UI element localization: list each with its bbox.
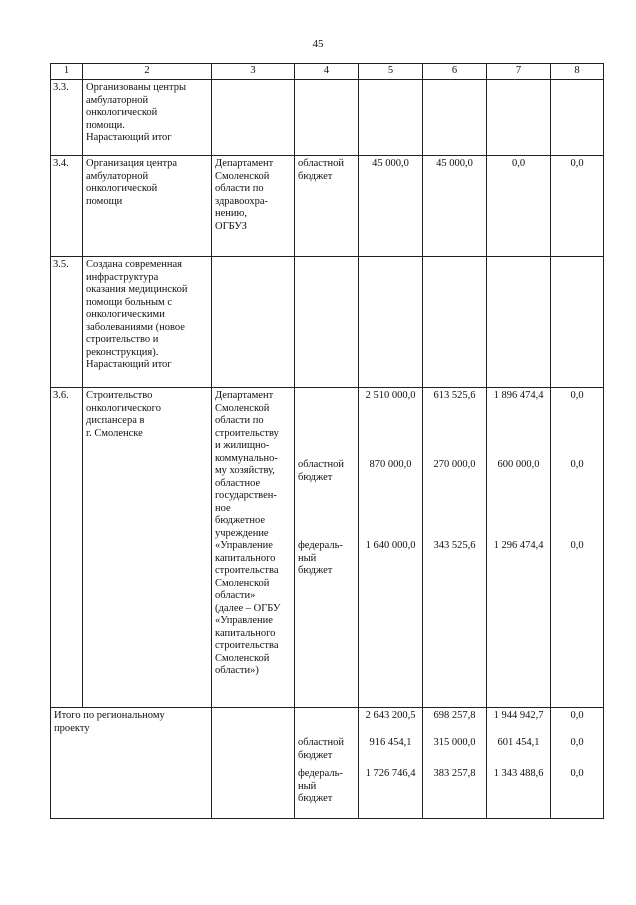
funding-source-line: областной bbox=[298, 459, 344, 470]
column-number-row bbox=[51, 64, 604, 80]
executor-line: Смоленской bbox=[215, 652, 270, 664]
row-name-line: Строительство bbox=[86, 390, 153, 401]
executor-line: области по bbox=[215, 183, 264, 194]
executor-line: Смоленской bbox=[215, 402, 270, 414]
executor-line: Смоленской bbox=[215, 577, 270, 589]
amount-year-1-regional: 315 000,0 bbox=[433, 737, 476, 748]
row-name-cell bbox=[83, 156, 212, 257]
funding-source-line: областной bbox=[298, 158, 344, 169]
empty-cell bbox=[212, 80, 295, 156]
executor-line: государствен- bbox=[215, 490, 277, 501]
row-name-line: помощи. bbox=[86, 119, 125, 131]
executor-line: нению, bbox=[215, 208, 247, 219]
budget-table bbox=[50, 63, 604, 819]
funding-source-cell bbox=[295, 388, 359, 708]
row-name-line: реконструкция). bbox=[86, 346, 159, 358]
empty-cell bbox=[359, 257, 423, 388]
amount-year-2: 0,0 bbox=[487, 156, 551, 257]
executor-line: области» bbox=[215, 590, 256, 601]
table-row-3-6 bbox=[51, 388, 604, 708]
amount-total: 2 510 000,0 bbox=[365, 390, 416, 401]
empty-cell bbox=[295, 257, 359, 388]
amount-year-2-cell bbox=[487, 388, 551, 708]
empty-cell bbox=[423, 257, 487, 388]
amount-year-2-regional: 601 454,1 bbox=[497, 737, 540, 748]
amount-year-2-federal: 1 296 474,4 bbox=[493, 540, 544, 551]
executor-line: и жилищно- bbox=[215, 440, 270, 451]
row-name-line: Организованы центры bbox=[86, 82, 187, 93]
column-number: 4 bbox=[295, 64, 359, 80]
amount-year-3-regional: 0,0 bbox=[570, 737, 584, 748]
row-name-cell bbox=[83, 388, 212, 708]
amount-year-1-cell bbox=[423, 708, 487, 819]
table-row-3-3 bbox=[51, 80, 604, 156]
funding-source-cell bbox=[295, 708, 359, 819]
table-row-3-5 bbox=[51, 257, 604, 388]
amount-year-3-federal: 0,0 bbox=[570, 540, 584, 551]
amount-year-3: 0,0 bbox=[570, 710, 584, 721]
empty-cell bbox=[487, 80, 551, 156]
column-number: 3 bbox=[212, 64, 295, 80]
amount-year-3: 0,0 bbox=[570, 390, 584, 401]
amount-year-2-cell bbox=[487, 708, 551, 819]
total-label-line: проекту bbox=[54, 722, 90, 734]
amount-year-3-cell bbox=[551, 708, 604, 819]
funding-source-line: бюджет bbox=[298, 565, 333, 576]
funding-source-regional bbox=[298, 459, 344, 484]
row-name-line: помощи bbox=[86, 195, 123, 207]
executor-line: му хозяйству, bbox=[215, 465, 275, 476]
row-number: 3.6. bbox=[51, 388, 83, 708]
amount-total-federal: 1 640 000,0 bbox=[365, 540, 416, 551]
executor-line: (далее – ОГБУ bbox=[215, 602, 281, 614]
executor-line: ОГБУЗ bbox=[215, 220, 247, 232]
executor-line: строительству bbox=[215, 427, 279, 439]
funding-source-line: областной bbox=[298, 737, 344, 748]
executor-line: ное bbox=[215, 502, 231, 514]
amount-year-2: 1 896 474,4 bbox=[493, 390, 544, 401]
funding-source-line: ный bbox=[298, 552, 317, 564]
funding-source-federal bbox=[298, 540, 343, 578]
amount-year-3-federal: 0,0 bbox=[570, 768, 584, 779]
amount-year-1-federal: 343 525,6 bbox=[433, 540, 476, 551]
empty-cell bbox=[212, 708, 295, 819]
amount-year-2-federal: 1 343 488,6 bbox=[493, 768, 544, 779]
row-name-line: амбулаторной bbox=[86, 170, 149, 182]
executor-line: коммунально- bbox=[215, 452, 278, 464]
column-number: 7 bbox=[487, 64, 551, 80]
row-name-line: строительство и bbox=[86, 334, 159, 345]
empty-cell bbox=[551, 257, 604, 388]
amount-total-cell bbox=[359, 708, 423, 819]
amount-year-1: 698 257,8 bbox=[433, 710, 476, 721]
amount-year-2-regional: 600 000,0 bbox=[497, 459, 540, 470]
executor-line: капитального bbox=[215, 552, 276, 564]
amount-total: 45 000,0 bbox=[359, 156, 423, 257]
amount-total: 2 643 200,5 bbox=[365, 710, 416, 721]
row-name-line: оказания медицинской bbox=[86, 284, 188, 295]
executor-cell bbox=[212, 388, 295, 708]
empty-cell bbox=[212, 257, 295, 388]
funding-source-line: федераль- bbox=[298, 540, 343, 551]
empty-cell bbox=[423, 80, 487, 156]
funding-source-cell bbox=[295, 156, 359, 257]
amount-year-1-cell bbox=[423, 388, 487, 708]
column-number: 5 bbox=[359, 64, 423, 80]
funding-source-line: бюджет bbox=[298, 471, 333, 483]
empty-cell bbox=[359, 80, 423, 156]
amount-total-regional: 916 454,1 bbox=[369, 737, 412, 748]
total-label-line: Итого по региональному bbox=[54, 710, 165, 721]
row-name-line: Организация центра bbox=[86, 158, 178, 169]
executor-line: капитального bbox=[215, 627, 276, 639]
executor-line: области») bbox=[215, 665, 259, 676]
executor-line: областное bbox=[215, 477, 261, 489]
row-name-line: Создана современная bbox=[86, 259, 182, 270]
column-number: 2 bbox=[83, 64, 212, 80]
executor-line: строительства bbox=[215, 640, 279, 651]
row-name-line: онкологического bbox=[86, 402, 161, 414]
amount-year-1: 45 000,0 bbox=[423, 156, 487, 257]
executor-cell bbox=[212, 156, 295, 257]
column-number: 8 bbox=[551, 64, 604, 80]
amount-year-3: 0,0 bbox=[551, 156, 604, 257]
executor-line: области по bbox=[215, 415, 264, 426]
funding-source-line: бюджет bbox=[298, 749, 333, 761]
column-number: 6 bbox=[423, 64, 487, 80]
row-name-line: диспансера в bbox=[86, 415, 145, 426]
executor-line: Департамент bbox=[215, 390, 274, 401]
executor-line: Департамент bbox=[215, 158, 274, 169]
table-row-3-4 bbox=[51, 156, 604, 257]
row-number: 3.3. bbox=[51, 80, 83, 156]
executor-line: здравоохра- bbox=[215, 195, 268, 207]
amount-year-1-regional: 270 000,0 bbox=[433, 459, 476, 470]
page-number: 45 bbox=[312, 38, 324, 50]
row-name-line: онкологической bbox=[86, 183, 158, 194]
funding-source-line: бюджет bbox=[298, 793, 333, 804]
amount-total-cell bbox=[359, 388, 423, 708]
funding-source-line: бюджет bbox=[298, 170, 333, 182]
row-name-line: онкологической bbox=[86, 107, 158, 118]
row-name-line: Нарастающий итог bbox=[86, 359, 172, 370]
row-name-line: заболеваниями (новое bbox=[86, 321, 185, 333]
amount-total-regional: 870 000,0 bbox=[369, 459, 412, 470]
funding-source-regional bbox=[298, 737, 344, 762]
executor-line: бюджетное bbox=[215, 515, 266, 526]
row-name-line: амбулаторной bbox=[86, 94, 149, 106]
column-number: 1 bbox=[51, 64, 83, 80]
amount-year-1-federal: 383 257,8 bbox=[433, 768, 476, 779]
row-name-line: инфраструктура bbox=[86, 271, 159, 283]
row-name-line: помощи больным с bbox=[86, 296, 172, 308]
funding-source-line: федераль- bbox=[298, 768, 343, 779]
executor-line: строительства bbox=[215, 565, 279, 576]
funding-source-line: ный bbox=[298, 780, 317, 792]
amount-total-federal: 1 726 746,4 bbox=[365, 768, 416, 779]
empty-cell bbox=[551, 80, 604, 156]
row-name-cell bbox=[83, 257, 212, 388]
row-number: 3.4. bbox=[51, 156, 83, 257]
total-label-cell bbox=[51, 708, 212, 819]
executor-line: учреждение bbox=[215, 527, 269, 539]
executor-line: «Управление bbox=[215, 615, 273, 626]
row-name-line: онкологическими bbox=[86, 309, 165, 320]
row-name-line: Нарастающий итог bbox=[86, 132, 172, 143]
row-name-cell bbox=[83, 80, 212, 156]
empty-cell bbox=[295, 80, 359, 156]
amount-year-2: 1 944 942,7 bbox=[493, 710, 544, 721]
executor-line: «Управление bbox=[215, 540, 273, 551]
table-row-total bbox=[51, 708, 604, 819]
executor-line: Смоленской bbox=[215, 170, 270, 182]
empty-cell bbox=[487, 257, 551, 388]
row-name-line: г. Смоленске bbox=[86, 427, 143, 439]
row-number: 3.5. bbox=[51, 257, 83, 388]
amount-year-1: 613 525,6 bbox=[433, 390, 476, 401]
funding-source-federal bbox=[298, 768, 343, 806]
amount-year-3-regional: 0,0 bbox=[570, 459, 584, 470]
amount-year-3-cell bbox=[551, 388, 604, 708]
